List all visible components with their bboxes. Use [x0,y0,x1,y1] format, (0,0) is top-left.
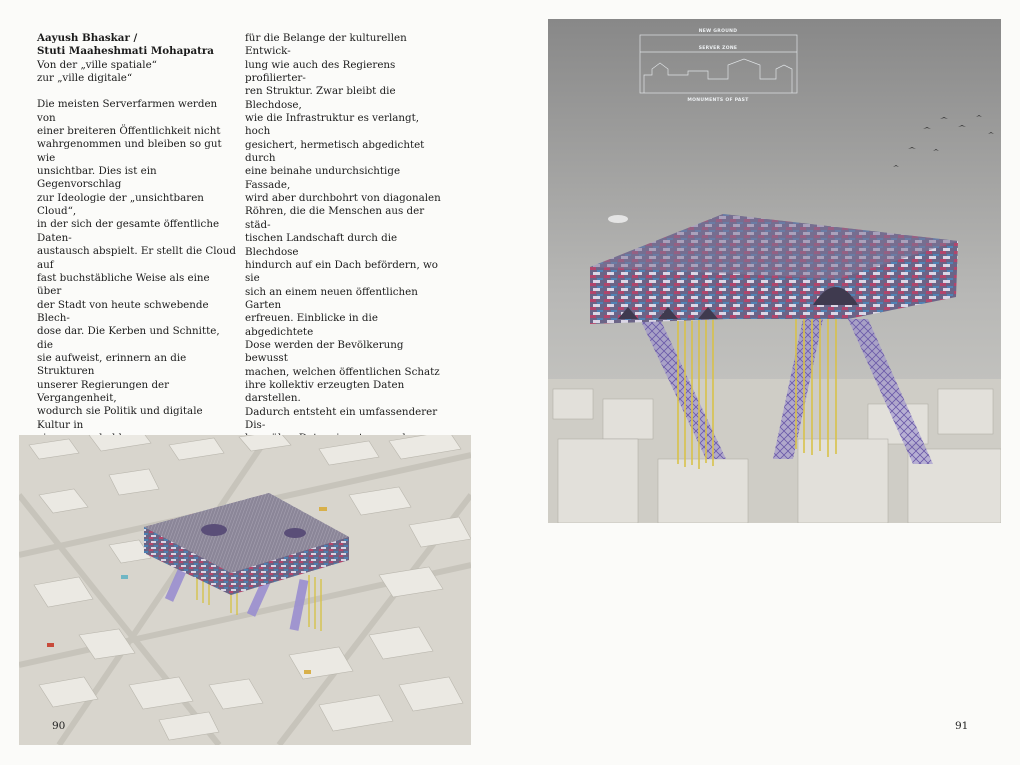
aerial-city-illustration [19,435,471,745]
body-text-column-1: Die meisten Serverfarmen werden von einer breiteren Öffentlichkeit nicht wahrgenommen und bleiben so gut wie unsichtbar. Dies ist ein Gegenvorschlag zur Ideologie der „unsichtbaren Cloud“, in der sich der gesamte öffentliche Daten- austausch abspielt. Er stellt die Cloud auf fast buchstäbliche Weise als eine über der Stadt von heute schwebende Blech- dose dar. Die Kerben und Schnitte, die sie aufweist, erinnern an die Strukturen unserer Regierungen der Vergangenheit, wodurch sie Politik und digitale Kultur in [37,98,236,431]
diagram-label-monuments: MONUMENTS OF PAST [687,98,749,103]
diagram-label-new-ground: NEW GROUND [698,29,738,34]
diagram-label-server-zone: SERVER ZONE [698,46,738,51]
article-subtitle: Von der „ville spatiale“ zur „ville digitale“ [37,58,157,85]
body-text-column-2: für die Belange der kulturellen Entwick- lung wie auch des Regierens profilierter- ren Struktur. Zwar bleibt die Blechdose, wie die Infrastruktur es verlangt, hoch gesichert, hermetisch abgedichtet durch eine beinahe undurchsichtige Fassade, wird aber durchbohrt von diagonalen Röhren, die die Menschen aus der städ- tischen Landschaft durch die Blechdose hindurch auf ein Dach befördern, wo sie sich an einem neuen öffentlichen Garten erfreuen. Einblicke in die abgedichtete Dose werden der Bevölkerung bewusst machen, welchen öffentlichen Schatz ihre kollektiv erzeugten Daten darstellen. Dadurch entsteht ein umfassenderer Dis- [245,32,441,431]
page-number-left: 90 [52,720,66,732]
author-names: Aayush Bhaskar / Stuti Maaheshmati Mohapatra [37,32,214,58]
right-page [510,0,1020,765]
page-number-right: 91 [955,720,969,732]
perspective-render-illustration [548,19,1001,523]
